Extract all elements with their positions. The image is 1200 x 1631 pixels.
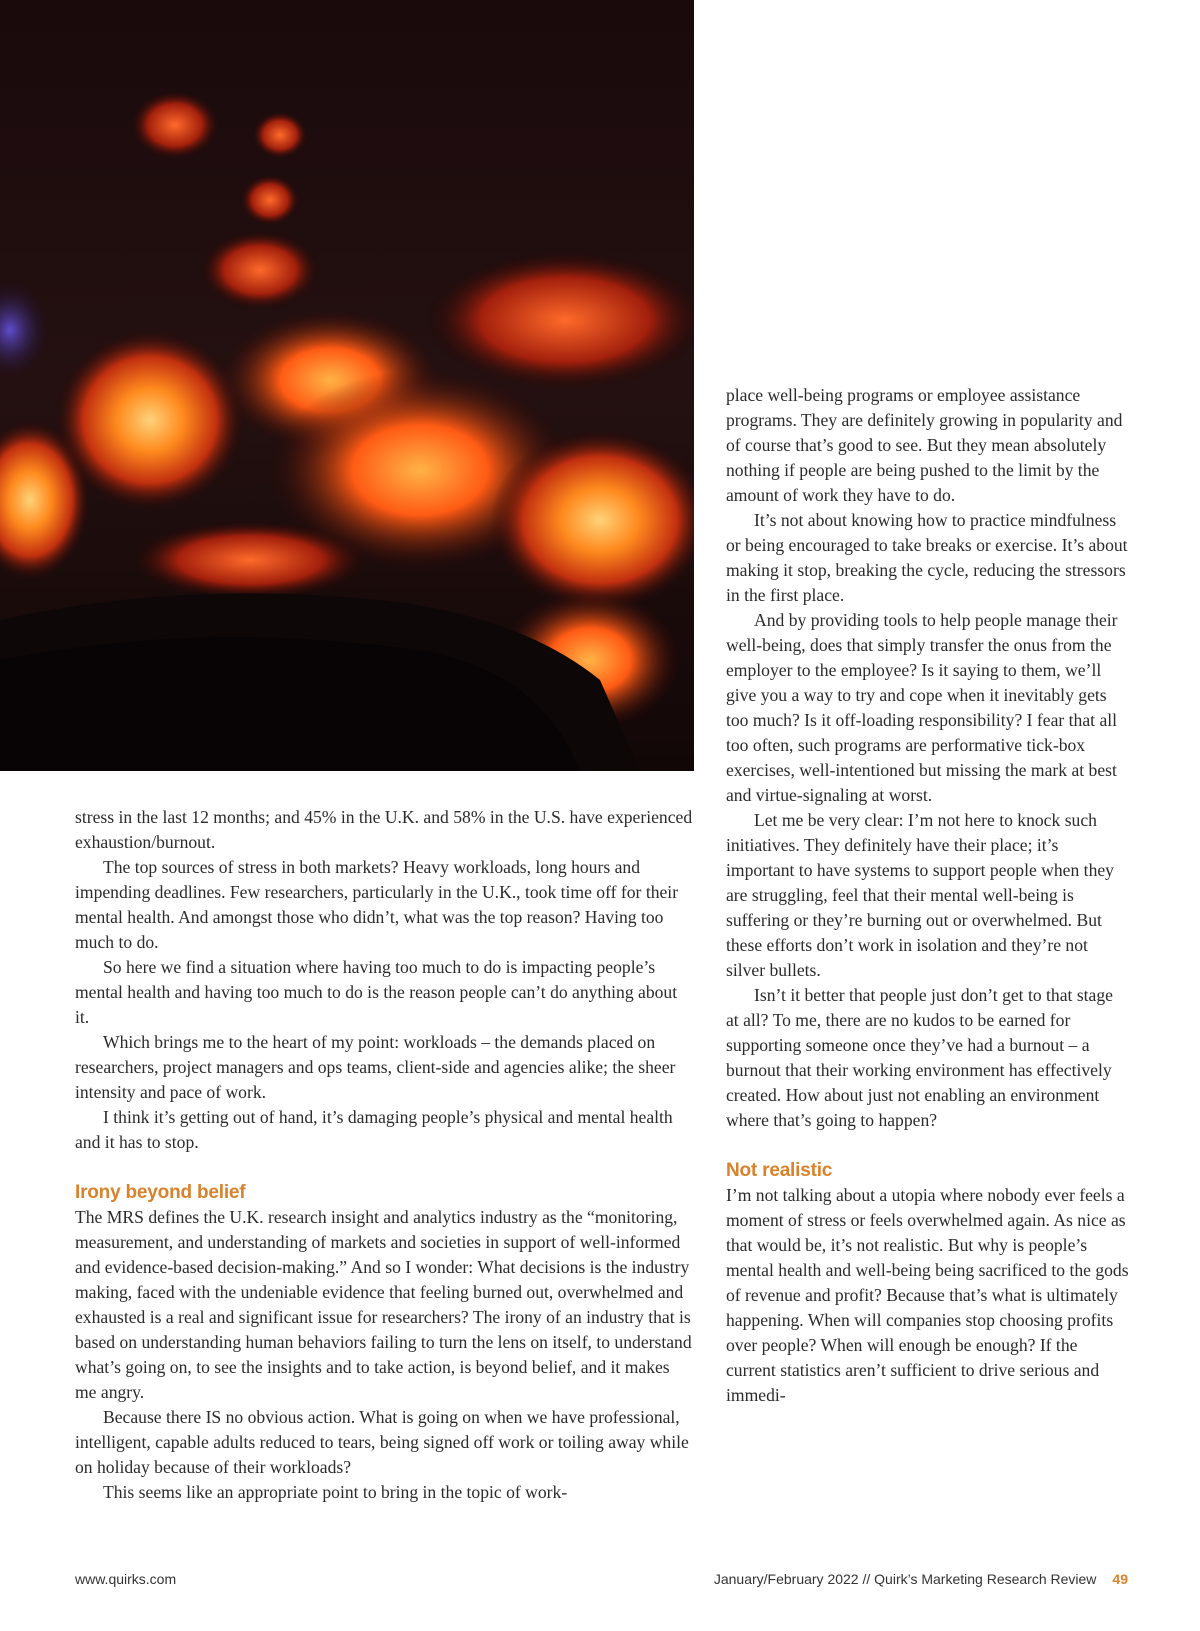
- embers-photo: [0, 0, 694, 771]
- paragraph: The top sources of stress in both markets? Heavy workloads, long hours and impending deadlines. Few researchers, particularly in the U.K., took time off for their mental health. And amongst those who didn’t, what was the top reason? Having too much to do.: [75, 857, 679, 952]
- paragraph: Which brings me to the heart of my point: workloads – the demands placed on researchers, project managers and ops teams, client-side and agencies alike; the sheer intensity and pace of work.: [75, 1032, 676, 1102]
- right-column: [726, 383, 1130, 1408]
- paragraph: It’s not about knowing how to practice mindfulness or being encouraged to take breaks or exercise. It’s about making it stop, breaking the cycle, reducing the stressors in the first place.: [726, 510, 1128, 605]
- paragraph: And by providing tools to help people manage their well-being, does that simply transfer the onus from the employer to the employee? Is it saying to them, we’ll give you a way to try and cope when it inevitably gets too much? Is it off-loading responsibility? I fear that all too often, such programs are performative tick-box exercises, well-intentioned but missing the mark at best and virtue-signaling at worst.: [726, 610, 1118, 805]
- paragraph: Because there IS no obvious action. What is going on when we have professional, intelligent, capable adults reduced to tears, being signed off work or toiling away while on holiday because of their workloads?: [75, 1407, 689, 1477]
- paragraph: I think it’s getting out of hand, it’s damaging people’s physical and mental health and it has to stop.: [75, 1107, 673, 1152]
- paragraph: This seems like an appropriate point to bring in the topic of work-: [103, 1482, 568, 1502]
- section-heading-irony: Irony beyond belief: [75, 1182, 246, 1203]
- paragraph: Let me be very clear: I’m not here to knock such initiatives. They definitely have their place; it’s important to have systems to support people when they are struggling, feel that their mental well-being is suffering or they’re burning out or overwhelmed. But these efforts don’t work in isolation and they’re not silver bullets.: [726, 810, 1114, 980]
- paragraph: Isn’t it better that people just don’t get to that stage at all? To me, there are no kudos to be earned for supporting someone once they’ve had a burnout – a burnout that their working environment has effectively created. How about just not enabling an environment where that’s going to happen?: [726, 985, 1113, 1130]
- footer-website[interactable]: [75, 1570, 176, 1588]
- paragraph: The MRS defines the U.K. research insight and analytics industry as the “monitoring, measurement, and understanding of markets and societies in support of well-informed and evidence-based decision-making.” And so I wonder: What decisions is the industry making, faced with the undeniable evidence that feeling burned out, overwhelmed and exhausted is a real and significant issue for researchers? The irony of an industry that is based on understanding human behaviors failing to turn the lens on itself, to understand what’s going on, to see the insights and to take action, is beyond belief, and it makes me angry.: [75, 1207, 692, 1402]
- section-heading-not-realistic: Not realistic: [726, 1160, 833, 1181]
- issue-label: January/February 2022 // Quirk’s Marketing Research Review: [713, 1571, 1097, 1587]
- paragraph: I’m not talking about a utopia where nobody ever feels a moment of stress or feels overwhelmed again. As nice as that would be, it’s not realistic. But why is people’s mental health and well-being being sacrificed to the gods of revenue and profit? Because that’s what is ultimately happening. When will companies stop choosing profits over people? When will enough be enough? If the current statistics aren’t sufficient to drive serious and immedi-: [726, 1185, 1129, 1405]
- paragraph: stress in the last 12 months; and 45% in the U.K. and 58% in the U.S. have experienced exhaustion/burnout.: [75, 807, 693, 852]
- left-column: [75, 805, 693, 1505]
- paragraph: place well-being programs or employee assistance programs. They are definitely growing in popularity and of course that’s good to see. But they mean absolutely nothing if people are being pushed to the limit by the amount of work they have to do.: [726, 385, 1123, 505]
- page-number: 49: [1112, 1571, 1128, 1587]
- website-link[interactable]: www.quirks.com: [75, 1571, 177, 1587]
- footer-issue: [714, 1570, 1128, 1588]
- paragraph: So here we find a situation where having too much to do is impacting people’s mental health and having too much to do is the reason people can’t do anything about it.: [75, 957, 678, 1027]
